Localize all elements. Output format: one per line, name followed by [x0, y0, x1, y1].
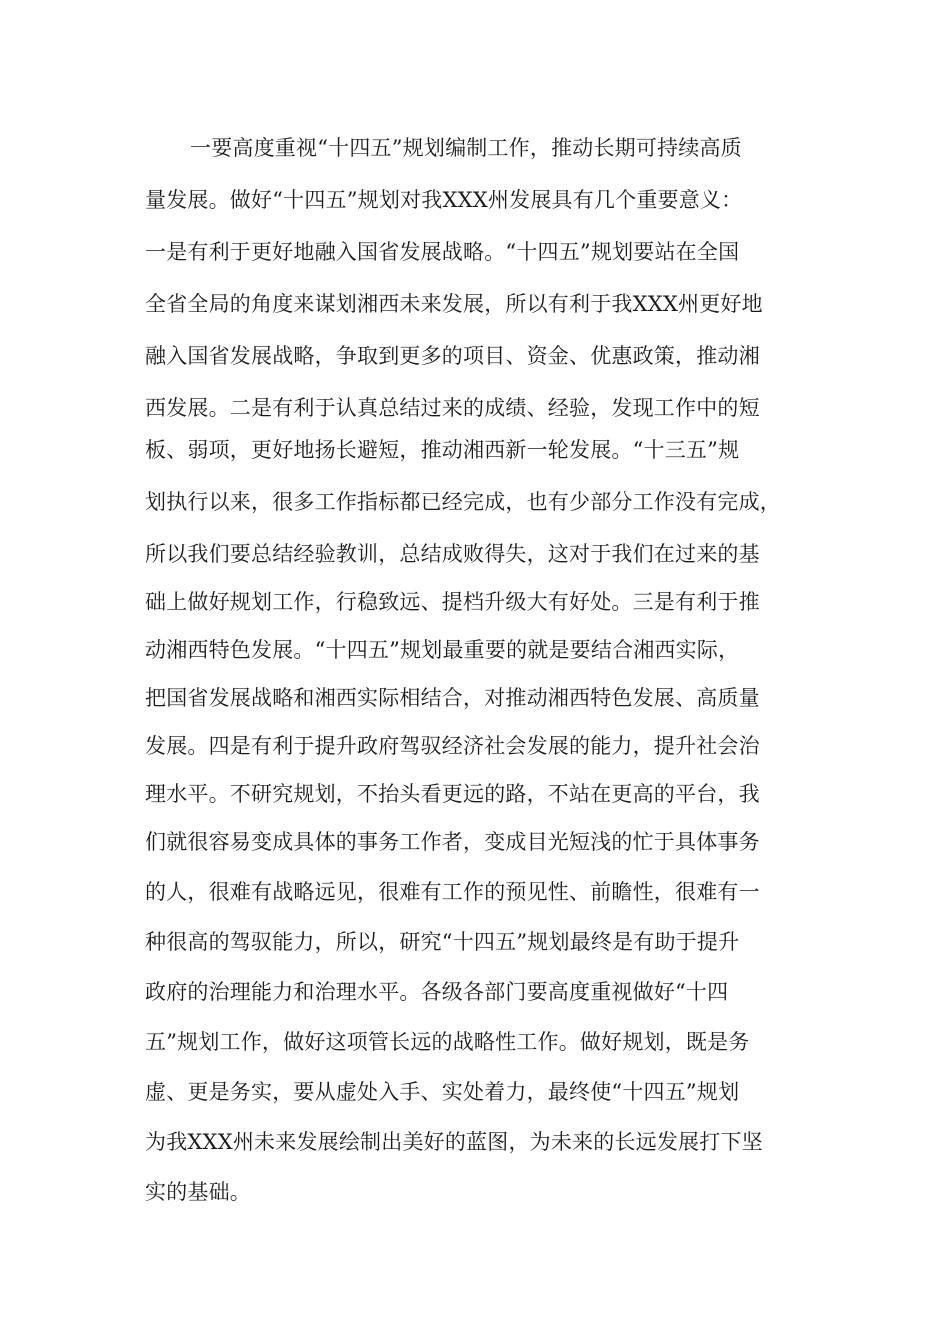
paragraph-line-14: 理水平。不研究规划，不抬头看更远的路，不站在更高的平台，我 [145, 782, 760, 806]
paragraph-line-16: 的人，很难有战略远见，很难有工作的预见性、前瞻性，很难有一 [145, 880, 760, 904]
paragraph-line-11: 动湘西特色发展。“十四五”规划最重要的就是要结合湘西实际， [145, 638, 740, 662]
paragraph-line-10: 础上做好规划工作，行稳致远、提档升级大有好处。三是有利于推 [145, 590, 760, 614]
paragraph-line-9: 所以我们要总结经验教训，总结成败得失，这对于我们在过来的基 [145, 542, 760, 566]
paragraph-line-22: 实的基础。 [145, 1180, 251, 1204]
paragraph-line-18: 政府的治理能力和治理水平。各级各部门要高度重视做好“十四 [145, 980, 729, 1004]
paragraph-line-3: 一是有利于更好地融入国省发展战略。“十四五”规划要站在全国 [145, 240, 740, 264]
paragraph-line-20: 虚、更是务实，要从虚处入手、实处着力，最终使“十四五”规划 [145, 1080, 740, 1104]
paragraph-line-7: 板、弱项，更好地扬长避短，推动湘西新一轮发展。“十三五”规 [145, 438, 740, 462]
paragraph-line-15: 们就很容易变成具体的事务工作者，变成目光短浅的忙于具体事务 [145, 830, 760, 854]
paragraph-line-13: 发展。四是有利于提升政府驾驭经济社会发展的能力，提升社会治 [145, 734, 760, 758]
paragraph-line-1: 一要高度重视“十四五”规划编制工作，推动长期可持续高质 [190, 136, 742, 160]
paragraph-line-17: 种很高的驾驭能力，所以，研究“十四五”规划最终是有助于提升 [145, 930, 740, 954]
paragraph-line-5: 融入国省发展战略，争取到更多的项目、资金、优惠政策，推动湘 [145, 344, 760, 368]
paragraph-line-21: 为我XXX州未来发展绘制出美好的蓝图，为未来的长远发展打下坚 [145, 1130, 763, 1154]
paragraph-line-4: 全省全局的角度来谋划湘西未来发展，所以有利于我XXX州更好地 [145, 292, 763, 316]
paragraph-line-2: 量发展。做好“十四五”规划对我XXX州发展具有几个重要意义： [145, 188, 743, 212]
paragraph-line-12: 把国省发展战略和湘西实际相结合，对推动湘西特色发展、高质量 [145, 686, 760, 710]
paragraph-line-6: 西发展。二是有利于认真总结过来的成绩、经验，发现工作中的短 [145, 396, 760, 420]
paragraph-line-8: 划执行以来，很多工作指标都已经完成，也有少部分工作没有完成， [145, 490, 781, 514]
paragraph-line-19: 五”规划工作，做好这项管长远的战略性工作。做好规划，既是务 [145, 1030, 750, 1054]
